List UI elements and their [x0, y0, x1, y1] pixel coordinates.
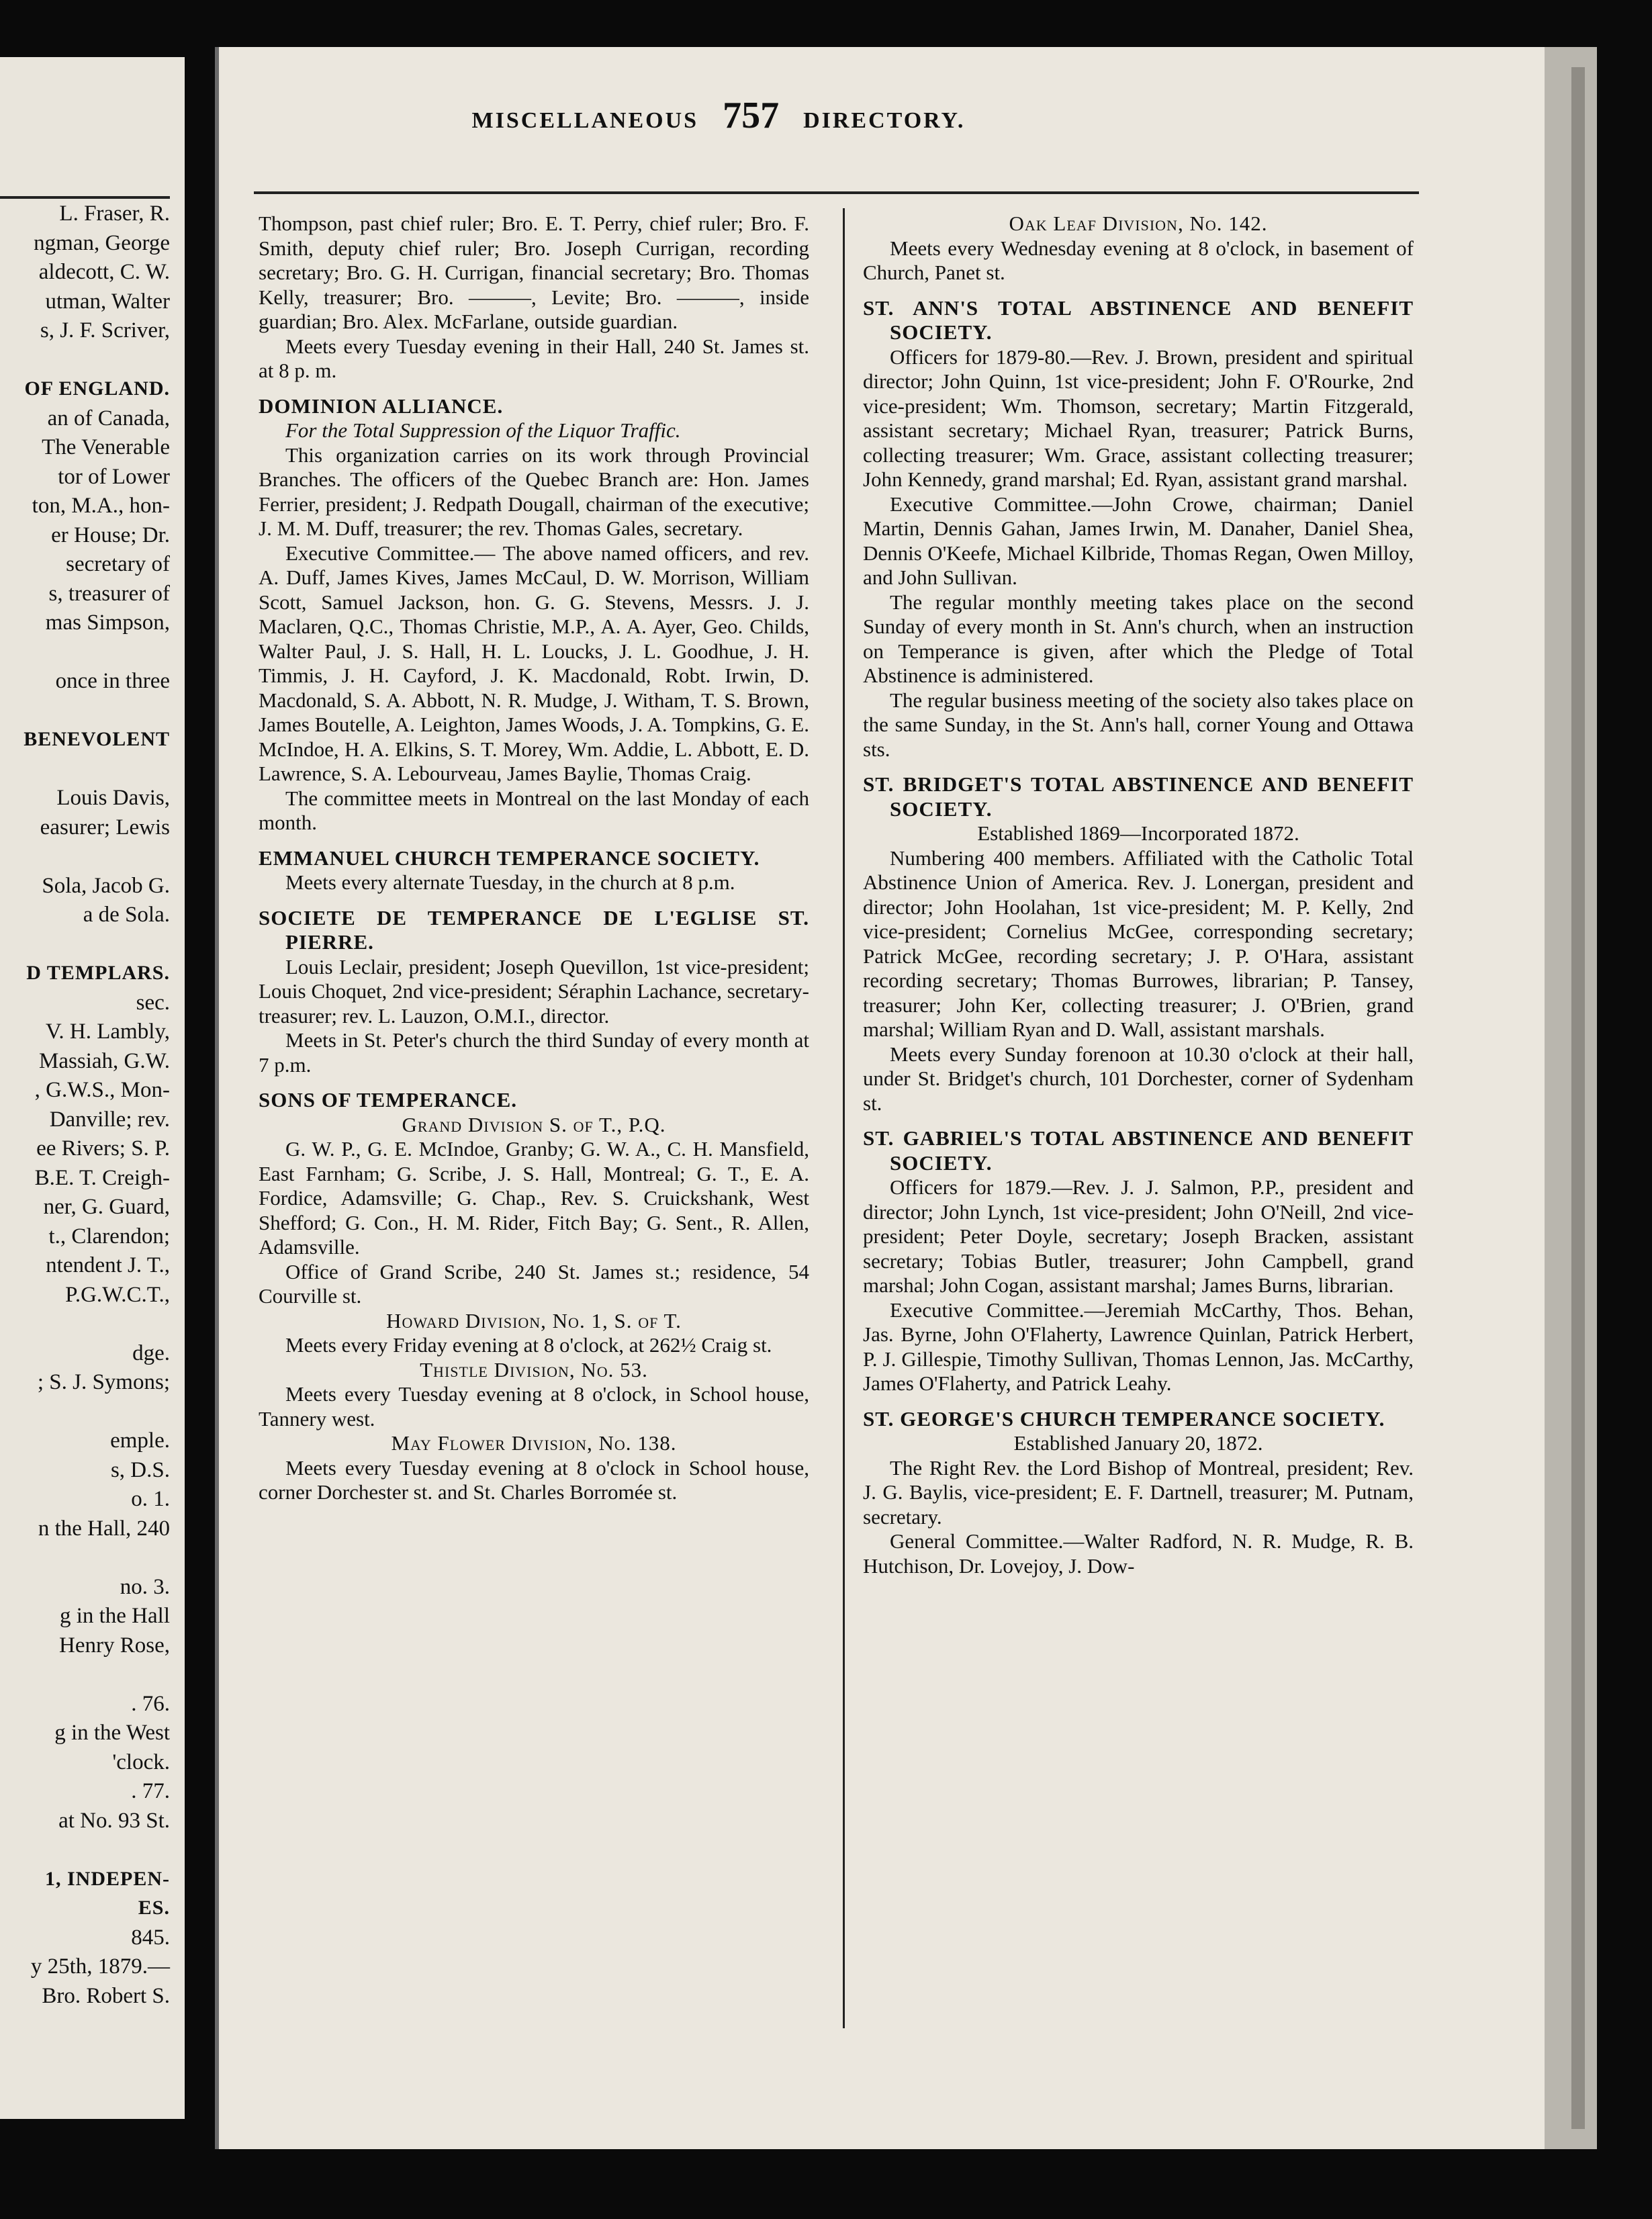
- facing-page-line: an of Canada,: [47, 406, 170, 431]
- paragraph: Thompson, past chief ruler; Bro. E. T. Perry, chief ruler; Bro. F. Smith, deputy chief ruler; Bro. Joseph Currigan, recording secretary; Bro. G. H. Currigan, financial secretary; Bro. Thomas Kelly, treasurer; Bro. ———, Levite; Bro. ———, inside guardian; Bro. Alex. McFarlane, outside guardian.: [259, 212, 809, 333]
- paragraph: Executive Committee.—John Crowe, chairman; Daniel Martin, Dennis Gahan, James Irwin, M. Danaher, Daniel Shea, Dennis O'Keefe, Michael Kilbride, Thomas Regan, Owen Milloy, and John Sullivan.: [863, 492, 1414, 589]
- header-right: DIRECTORY.: [803, 108, 966, 133]
- facing-page-line: g in the Hall: [59, 1604, 170, 1628]
- header-rule: [254, 191, 1419, 194]
- paragraph: The regular business meeting of the society also takes place on the same Sunday, in the St. Ann's hall, corner Young and Ottawa sts.: [863, 688, 1414, 761]
- facing-page-line: tor of Lower: [58, 464, 170, 489]
- facing-page-line: L. Fraser, R.: [59, 201, 170, 226]
- facing-page-line: Danville; rev.: [49, 1107, 170, 1132]
- facing-page-line: o. 1.: [131, 1487, 170, 1511]
- section-heading: ST. BRIDGET'S TOTAL ABSTINENCE AND BENEFIT SOCIETY.: [863, 772, 1414, 821]
- paragraph: Executive Committee.— The above named officers, and rev. A. Duff, James Kives, James McCaul, D. W. Morrison, William Scott, Samuel Jackson, hon. G. G. Stevens, Messrs. J. J. Maclaren, Q.C., Thomas Christie, M.P., A. A. Ayer, Geo. Childs, Walter Paul, J. S. Hall, H. L. Loucks, J. L. Goodhue, J. H. Timmis, J. H. Cayford, J. K. Macdonald, Robt. Irwin, D. Macdonald, S. A. Abbott, N. R. Mudge, J. Witham, T. S. Brown, James Boutelle, A. Leighton, James Woods, J. A. Tompkins, G. E. McIndoe, H. A. Elkins, S. T. Morey, Wm. Addie, L. Abbott, E. D. Lawrence, S. A. Lebourveau, James Baylie, Thomas Craig.: [259, 541, 809, 785]
- facing-page-line: 1, INDEPEN-: [44, 1867, 170, 1890]
- section-heading: DOMINION ALLIANCE.: [259, 394, 504, 418]
- established-line: Established January 20, 1872.: [1013, 1431, 1263, 1455]
- facing-page-fragment: [0, 57, 185, 2119]
- facing-page-line: g in the West: [54, 1721, 170, 1745]
- facing-page-line: 'clock.: [112, 1750, 170, 1774]
- division-heading: Thistle Division, No. 53.: [420, 1357, 648, 1382]
- facing-page-line: dge.: [132, 1341, 170, 1365]
- paragraph: Officers for 1879.—Rev. J. J. Salmon, P.P., president and director; John Lynch, 1st vice-president; John O'Neill, 2nd vice-president; Peter Doyle, secretary; Joseph Bracken, assistant secretary; Tobias Butler, treasurer; John Campbell, grand marshal; John Cogan, assistant marshal; James Burns, librarian.: [863, 1175, 1414, 1297]
- right-column: [863, 212, 1414, 1578]
- division-heading: May Flower Division, No. 138.: [391, 1431, 677, 1455]
- running-header: [349, 94, 1088, 148]
- paragraph: The committee meets in Montreal on the last Monday of each month.: [259, 786, 809, 834]
- facing-page-line: ner, G. Guard,: [43, 1195, 170, 1219]
- facing-page-line: at No. 93 St.: [58, 1808, 170, 1833]
- facing-page-line: s, treasurer of: [48, 581, 170, 606]
- paragraph: The regular monthly meeting takes place on the second Sunday of every month in St. Ann's church, when an instruction on Temperance is given, after which the Pledge of Total Abstinence is administered.: [863, 590, 1414, 687]
- facing-page-line: V. H. Lambly,: [45, 1020, 170, 1044]
- facing-page-line: Massiah, G.W.: [39, 1048, 170, 1073]
- facing-page-line: , G.W.S., Mon-: [34, 1078, 170, 1102]
- facing-page-line: easurer; Lewis: [40, 815, 170, 840]
- facing-page-line: t., Clarendon;: [48, 1224, 170, 1249]
- established-line: Established 1869—Incorporated 1872.: [977, 821, 1299, 845]
- header-left: MISCELLANEOUS: [471, 108, 699, 133]
- facing-page-line: ; S. J. Symons;: [37, 1370, 170, 1394]
- division-heading: Grand Division S. of T., P.Q.: [402, 1112, 666, 1136]
- facing-page-line: ngman, George: [34, 230, 170, 255]
- facing-page-line: 845.: [131, 1925, 170, 1950]
- facing-page-line: s, D.S.: [110, 1457, 170, 1482]
- facing-page-line: ee Rivers; S. P.: [36, 1136, 170, 1161]
- facing-page-line: ntendent J. T.,: [46, 1253, 170, 1277]
- section-subtitle: For the Total Suppression of the Liquor Traffic.: [285, 418, 681, 442]
- column-divider: [843, 208, 845, 2028]
- paragraph: Meets every Tuesday evening at 8 o'clock, in School house, Tannery west.: [259, 1382, 809, 1431]
- paragraph: Louis Leclair, president; Joseph Quevillon, 1st vice-president; Louis Choquet, 2nd vice-president; Séraphin Lachance, secretary-treasurer; rev. L. Lauzon, O.M.I., director.: [259, 954, 809, 1028]
- facing-page-line: D TEMPLARS.: [26, 962, 170, 984]
- paragraph: Office of Grand Scribe, 240 St. James st.; residence, 54 Courville st.: [259, 1259, 809, 1308]
- section-heading: ST. GABRIEL'S TOTAL ABSTINENCE AND BENEFIT SOCIETY.: [863, 1126, 1414, 1175]
- section-heading: SONS OF TEMPERANCE.: [259, 1088, 518, 1112]
- facing-page-line: sec.: [136, 990, 170, 1015]
- paragraph: General Committee.—Walter Radford, N. R. Mudge, R. B. Hutchison, Dr. Lovejoy, J. Dow-: [863, 1529, 1414, 1578]
- paragraph: Meets in St. Peter's church the third Sunday of every month at 7 p.m.: [259, 1028, 809, 1077]
- facing-page-line: mas Simpson,: [45, 610, 170, 635]
- facing-page-line: . 76.: [131, 1691, 170, 1716]
- facing-page-line: s, J. F. Scriver,: [40, 318, 170, 343]
- paragraph: Meets every Sunday forenoon at 10.30 o'clock at their hall, under St. Bridget's church, 101 Dorchester, corner of Sydenham st.: [863, 1042, 1414, 1115]
- facing-page-line: n the Hall, 240: [38, 1516, 170, 1541]
- facing-page-line: y 25th, 1879.—: [30, 1954, 170, 1979]
- section-heading: SOCIETE DE TEMPERANCE DE L'EGLISE ST. PIERRE.: [259, 905, 809, 954]
- section-heading: ST. GEORGE'S CHURCH TEMPERANCE SOCIETY.: [863, 1406, 1385, 1431]
- division-heading: Howard Division, No. 1, S. of T.: [386, 1308, 682, 1332]
- facing-page-line: . 77.: [131, 1779, 170, 1803]
- facing-page-rule: [0, 196, 170, 199]
- section-heading: EMMANUEL CHURCH TEMPERANCE SOCIETY.: [259, 846, 760, 870]
- facing-page-line: once in three: [55, 669, 170, 693]
- facing-page-line: P.G.W.C.T.,: [65, 1282, 170, 1307]
- paragraph: G. W. P., G. E. McIndoe, Granby; G. W. A., C. H. Mansfield, East Farnham; G. Scribe, J. S. Hall, Montreal; G. T., E. A. Fordice, Adamsville; G. Chap., Rev. S. Cruickshank, West Shefford; G. Con., H. M. Rider, Fitch Bay; G. Sent., R. Allen, Adamsville.: [259, 1137, 809, 1259]
- facing-page-line: aldecott, C. W.: [38, 260, 170, 284]
- facing-page-line: secretary of: [66, 552, 170, 576]
- page-number: 757: [723, 95, 780, 136]
- paragraph: This organization carries on its work through Provincial Branches. The officers of the Quebec Branch are: Hon. James Ferrier, president; J. Redpath Dougall, chairman of the executive; J. M. M. Duff, treasurer; the rev. Thomas Gales, secretary.: [259, 443, 809, 540]
- paragraph: Meets every Friday evening at 8 o'clock, at 262½ Craig st.: [285, 1333, 772, 1357]
- paragraph: Meets every Tuesday evening in their Hall, 240 St. James st. at 8 p. m.: [259, 334, 809, 382]
- facing-page-line: emple.: [110, 1429, 170, 1453]
- paragraph: Meets every Tuesday evening at 8 o'clock in School house, corner Dorchester st. and St. Charles Borromée st.: [259, 1455, 809, 1504]
- facing-page-line: utman, Walter: [45, 289, 170, 314]
- paragraph: The Right Rev. the Lord Bishop of Montreal, president; Rev. J. G. Baylis, vice-president; E. F. Dartnell, treasurer; M. Putnam, secretary.: [863, 1455, 1414, 1529]
- facing-page-line: BENEVOLENT: [24, 728, 170, 750]
- facing-page-line: a de Sola.: [83, 903, 170, 927]
- facing-page-line: Sola, Jacob G.: [42, 873, 170, 898]
- page-edge-shadow: [1571, 67, 1585, 2129]
- facing-page-line: no. 3.: [120, 1574, 170, 1599]
- facing-page-line: ES.: [138, 1897, 170, 1919]
- facing-page-line: Louis Davis,: [56, 786, 170, 810]
- facing-page-line: Bro. Robert S.: [42, 1983, 170, 2008]
- facing-page-line: ton, M.A., hon-: [32, 494, 170, 518]
- paragraph: Meets every Wednesday evening at 8 o'clock, in basement of Church, Panet st.: [863, 236, 1414, 284]
- facing-page-line: The Venerable: [42, 435, 170, 459]
- facing-page-line: er House; Dr.: [51, 523, 170, 547]
- paragraph: Officers for 1879-80.—Rev. J. Brown, president and spiritual director; John Quinn, 1st vice-president; John F. O'Rourke, 2nd vice-president; Wm. Thomson, secretary; Martin Fitzgerald, assistant secretary; Michael Ryan, treasurer; Patrick Burns, collecting treasurer; Wm. Grace, assistant collecting treasurer; John Kennedy, grand marshal; Ed. Ryan, assistant grand marshal.: [863, 345, 1414, 491]
- page-edge: [1545, 47, 1597, 2149]
- section-heading: ST. ANN'S TOTAL ABSTINENCE AND BENEFIT SOCIETY.: [863, 296, 1414, 344]
- paragraph: Executive Committee.—Jeremiah McCarthy, Thos. Behan, Jas. Byrne, John O'Flaherty, Lawrence Quinlan, Patrick Herbert, P. J. Gillespie, Timothy Sullivan, Thomas Lennon, Jas. McCarthy, James O'Flaherty, and Patrick Leahy.: [863, 1298, 1414, 1395]
- facing-page-line: B.E. T. Creigh-: [34, 1165, 170, 1190]
- paragraph: Numbering 400 members. Affiliated with the Catholic Total Abstinence Union of America. Rev. J. Lonergan, president and director; John Hoolahan, 1st vice-president; M. P. Kelly, 2nd vice-president; Cornelius McGee, corresponding secretary; Patrick McGee, recording secretary; J. P. O'Hara, assistant recording secretary; Thomas Burrowes, librarian; P. Tansey, treasurer; John Ker, collecting treasurer; J. O'Brien, grand marshal; William Ryan and D. Wall, assistant marshals.: [863, 846, 1414, 1041]
- facing-page-line: OF ENGLAND.: [24, 377, 170, 400]
- division-heading: Oak Leaf Division, No. 142.: [1009, 212, 1268, 235]
- left-column: [259, 212, 809, 1505]
- paragraph: Meets every alternate Tuesday, in the church at 8 p.m.: [285, 870, 735, 894]
- facing-page-line: Henry Rose,: [59, 1633, 170, 1658]
